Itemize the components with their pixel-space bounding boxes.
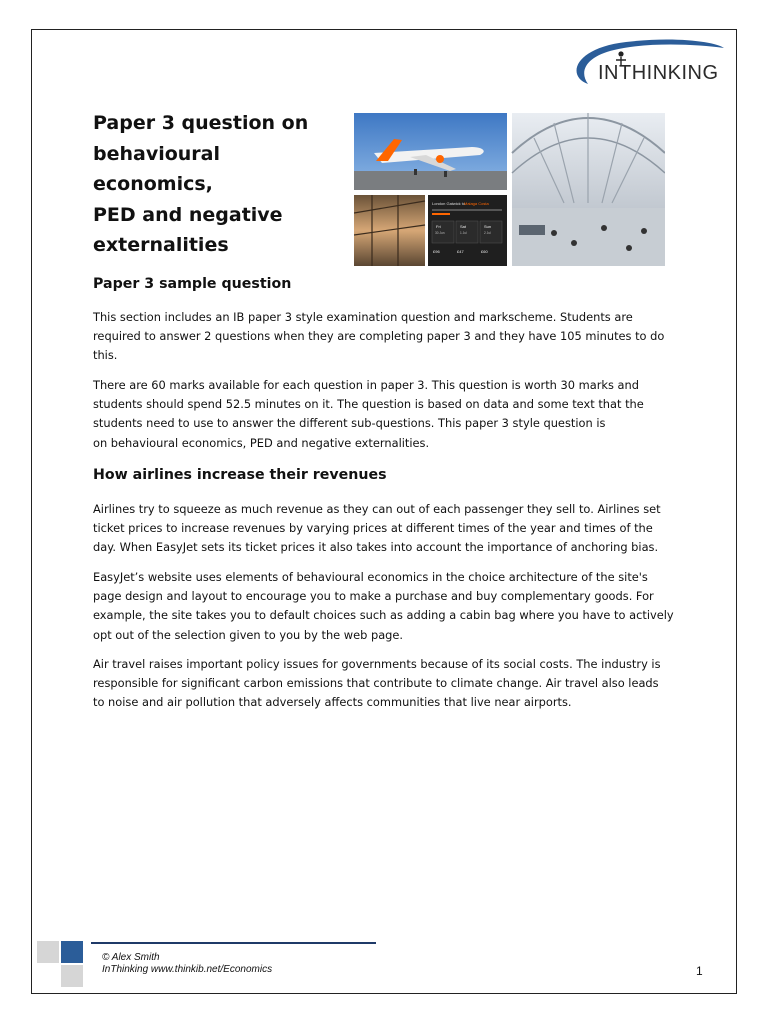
footer-squares-decoration xyxy=(37,941,85,989)
svg-text:Malaga Costa: Malaga Costa xyxy=(464,201,489,206)
paragraph: This section includes an IB paper 3 style examination question and markscheme. Students are required to answer 2 questions when they are completing paper 3 and they have 105 minutes to do this. xyxy=(93,310,665,363)
svg-text:1 Jul: 1 Jul xyxy=(460,231,467,235)
svg-text:£60: £60 xyxy=(481,249,488,254)
logo-text: INTHINKING xyxy=(598,62,719,84)
paragraph: EasyJet’s website uses elements of behavioural economics in the choice architecture of the site's page design and layout to encourage you to make a purchase and buy complementary goods. For example, the site takes you to default choices such as adding a cabin bag where you have to actively opt out of the selection given to you by the web page. xyxy=(93,570,674,642)
footer-site: InThinking www.thinkib.net/Economics xyxy=(102,964,273,975)
booking-screenshot xyxy=(428,195,507,266)
svg-text:London Gatwick to: London Gatwick to xyxy=(432,201,466,206)
svg-text:£96: £96 xyxy=(433,249,440,254)
airline-photo-collage xyxy=(354,113,665,266)
page-title: Paper 3 question on behavioural economics, PED and negative externalities xyxy=(93,112,309,256)
svg-text:Fri: Fri xyxy=(436,224,441,229)
footer-copyright: © Alex Smith xyxy=(102,952,160,963)
paragraph: Air travel raises important policy issues for governments because of its social costs. The industry is responsible for significant carbon emissions that contribute to climate change. Air travel also leads to noise and air pollution that adversely affects communities that live near airports. xyxy=(93,657,661,710)
paragraph: Airlines try to squeeze as much revenue as they can out of each passenger they sell to. Airlines set ticket prices to increase revenues by varying prices at different times of the year and times of the day. When EasyJet sets its ticket prices it also takes into account the importance of anchoring bias. xyxy=(93,502,661,555)
svg-text:Sat: Sat xyxy=(460,224,467,229)
footer-credits xyxy=(102,952,272,976)
svg-text:£47: £47 xyxy=(457,249,464,254)
section-heading-airline-revenues: How airlines increase their revenues xyxy=(93,467,387,483)
svg-text:Sun: Sun xyxy=(484,224,492,229)
departure-window-photo xyxy=(354,195,425,266)
paragraph: There are 60 marks available for each question in paper 3. This question is worth 30 marks and students should spend 52.5 minutes on it. The question is based on data and some text that the students need to use to answer the different sub-questions. This paper 3 style question is on behavioural economics, PED and negative externalities. xyxy=(93,378,644,450)
terminal-photo xyxy=(512,113,665,266)
airplane-photo xyxy=(354,113,507,190)
svg-text:30 Jun: 30 Jun xyxy=(435,231,445,235)
footer-rule xyxy=(91,942,376,944)
section-heading-sample-question: Paper 3 sample question xyxy=(93,276,292,292)
page-number: 1 xyxy=(696,964,703,978)
svg-text:2 Jul: 2 Jul xyxy=(484,231,491,235)
